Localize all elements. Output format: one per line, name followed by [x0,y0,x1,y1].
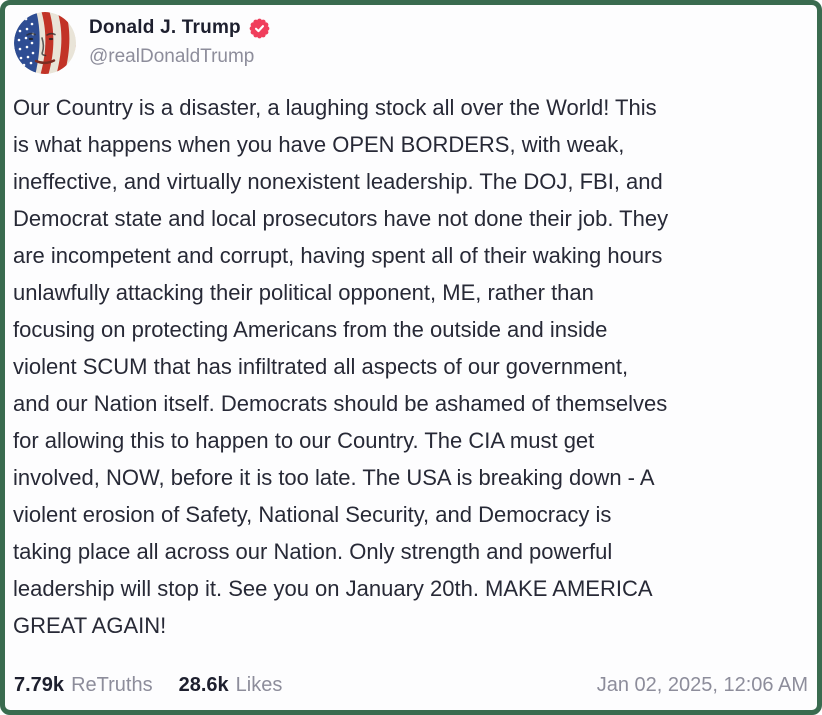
post-body-line: taking place all across our Nation. Only strength and powerful [13,539,613,564]
likes-stat[interactable] [179,672,283,698]
post-body-line: involved, NOW, before it is too late. The USA is breaking down - A [13,465,655,490]
verified-badge-icon [249,18,270,39]
post-body-line: Democrat state and local prosecutors have not done their job. They [13,206,669,231]
header-text [89,12,270,74]
post-body-line: leadership will stop it. See you on January 20th. MAKE AMERICA [13,576,653,601]
avatar[interactable] [14,12,76,74]
post-body-line: violent SCUM that has infiltrated all aspects of our government, [13,354,629,379]
post-body-line: GREAT AGAIN! [13,613,167,638]
post-body-line: focusing on protecting Americans from the outside and inside [13,317,608,342]
post-body-line: are incompetent and corrupt, having spent all of their waking hours [13,243,663,268]
retruths-count: 7.79k [14,674,65,696]
post-body-line: and our Nation itself. Democrats should be ashamed of themselves [13,391,668,416]
post-body [5,89,817,644]
retruths-stat[interactable] [14,672,153,698]
user-handle[interactable]: @realDonaldTrump [89,46,255,67]
post-timestamp[interactable]: Jan 02, 2025, 12:06 AM [596,674,808,696]
likes-label: Likes [235,674,283,696]
post-body-line: for allowing this to happen to our Country. The CIA must get [13,428,595,453]
likes-count: 28.6k [178,674,229,696]
post-header [5,5,817,74]
name-row [89,17,270,39]
post-body-line: ineffective, and virtually nonexistent leadership. The DOJ, FBI, and [13,169,663,194]
post-body-line: is what happens when you have OPEN BORDERS, with weak, [13,132,625,157]
display-name[interactable]: Donald J. Trump [89,17,241,38]
post-stats [14,672,282,698]
post-footer [5,672,817,698]
post-body-line: Our Country is a disaster, a laughing stock all over the World! This [13,95,657,120]
post-body-line: unlawfully attacking their political opponent, ME, rather than [13,280,594,305]
post-body-line: violent erosion of Safety, National Security, and Democracy is [13,502,612,527]
retruths-label: ReTruths [71,674,153,696]
trump-flag-face-avatar-icon [14,12,76,74]
